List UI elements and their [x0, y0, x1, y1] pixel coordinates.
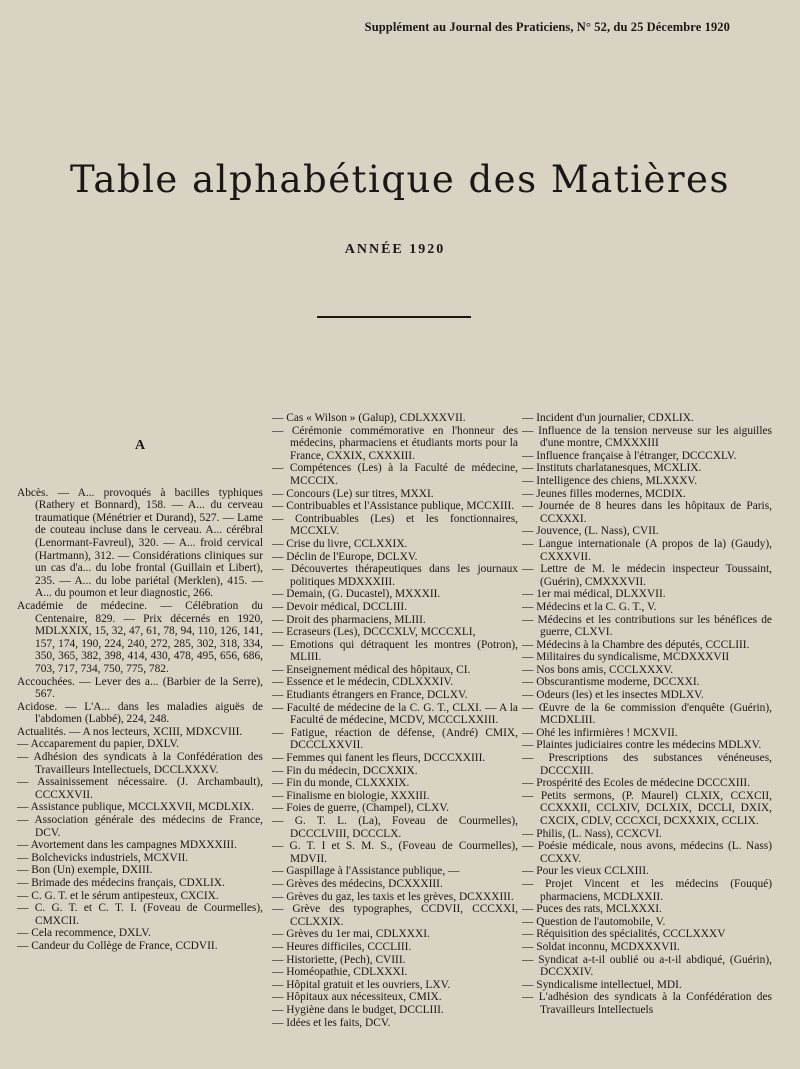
index-entry: — Homéopathie, CDLXXXI. — [272, 966, 408, 979]
index-entry: — Grèves du 1er mai, CDLXXXI. — [272, 928, 430, 941]
index-entry: — Ohé les infirmières ! MCXVII. — [522, 726, 678, 739]
index-entry: — Contribuables (Les) et les fonctionnaires, MCCXLV. — [272, 512, 518, 538]
index-entry: — C. G. T. et le sérum antipesteux, CXCIX. — [17, 889, 219, 902]
index-entry: — Hôpitaux aux nécessiteux, CMIX. — [272, 991, 442, 1004]
index-entry: — Influence de la tension nerveuse sur les aiguilles d'une montre, CMXXXIII — [522, 424, 772, 450]
index-entry: — Obscurantisme moderne, DCCXXI. — [522, 676, 700, 689]
index-entry: — Essence et le médecin, CDLXXXIV. — [272, 676, 454, 689]
index-entry: — Militaires du syndicalisme, MCDXXXVII — [522, 651, 730, 664]
index-entry: — Brimade des médecins français, CDXLIX. — [17, 877, 225, 889]
index-entry: — Soldat inconnu, MCDXXXVII. — [522, 940, 680, 953]
index-entry: — G. T. L. (La), Foveau de Courmelles), DCCCLVIII, DCCCLX. — [272, 815, 518, 840]
journal-header: Supplément au Journal des Praticiens, N° 52, du 25 Décembre 1920 — [364, 20, 730, 34]
index-entry: — G. T. I et S. M. S., (Foveau de Courmelles), MDVII. — [272, 840, 518, 865]
index-entry: — Accaparement du papier, DXLV. — [17, 738, 180, 751]
index-entry: Actualités. — A nos lecteurs, XCIII, MDXCVIII. — [17, 725, 243, 738]
index-entry: — Assainissement nécessaire. (J. Archambault), CCCXXVII. — [17, 776, 263, 801]
index-entry: — Fatigue, réaction de défense, (André) CMIX, DCCCLXXVII. — [272, 726, 518, 752]
index-entry: — Jeunes filles modernes, MCDIX. — [522, 487, 686, 500]
index-entry: — Médecins et les contributions sur les bénéfices de guerre, CLXVI. — [522, 613, 772, 639]
index-entry: — Langue internationale (A propos de la) (Gaudy), CXXXVII. — [522, 537, 772, 563]
index-entry: — Syndicalisme intellectuel, MDI. — [522, 978, 682, 991]
index-entry: — Demain, (G. Ducastel), MXXXII. — [272, 588, 441, 601]
index-entry: — Intelligence des chiens, MLXXXV. — [522, 474, 698, 487]
index-entry: — Fin du médecin, DCCXXIX. — [272, 764, 418, 777]
index-entry: — Découvertes thérapeutiques dans les journaux politiques MDXXXIII. — [272, 563, 518, 588]
index-entry: — Enseignement médical des hôpitaux, CI. — [272, 663, 471, 676]
index-entry: — Incident d'un journalier, CDXLIX. — [522, 412, 694, 424]
index-entry: — Droit des pharmaciens, MLIII. — [272, 613, 426, 626]
index-entry: — Foies de guerre, (Champel), CLXV. — [272, 802, 449, 815]
index-entry: — Cérémonie commémorative en l'honneur des médecins, pharmaciens et étudiants morts pour la France, CXXIX, CXXXIII. — [272, 424, 518, 462]
year-heading: ANNÉE 1920 — [344, 242, 446, 257]
index-entry: — Puces des rats, MCLXXXI. — [522, 903, 662, 916]
index-entry: — Plaintes judiciaires contre les médecins MDLXV. — [522, 739, 762, 752]
index-entry: — Bolchevicks industriels, MCXVII. — [17, 851, 189, 864]
index-entry: — Jouvence, (L. Nass), CVII. — [522, 525, 659, 538]
index-entry: — Pour les vieux CCLXIII. — [522, 865, 649, 878]
index-entry: — Grèves du gaz, les taxis et les grèves, DCXXXIII. — [272, 890, 514, 903]
index-entry: — Etudiants étrangers en France, DCLXV. — [272, 689, 468, 702]
index-entry: — Cas « Wilson » (Galup), CDLXXXVII. — [272, 412, 466, 424]
index-entry: — Œuvre de la 6e commission d'enquête (Guérin), MCDXLIII. — [522, 701, 772, 727]
index-entry: — Prospérité des Ecoles de médecine DCCCXIII. — [522, 777, 751, 790]
index-entry: — Adhésion des syndicats à la Confédération des Travailleurs Intellectuels, DCCLXXXV. — [17, 751, 263, 776]
index-entry: — Réquisition des spécialités, CCCLXXXV — [522, 928, 726, 941]
column-3-entries — [522, 412, 772, 1017]
index-entry: — Heures difficiles, CCCLIII. — [272, 940, 412, 953]
title-rule — [317, 316, 471, 318]
index-entry: Académie de médecine. — Célébration du Centenaire, 829. — Prix décernés en 1920, MDLXXIX, 15, 32, 47, 61, 78, 94, 110, 126, 141, 157, 174, 190, 224, 240, 272, 285, 302, 318, 334, 350, 365, 382, 398, 414, 430, 478, 495, 656, 686, 703, 717, 734, 750, 775, 782. — [17, 599, 263, 675]
index-column-2 — [272, 412, 518, 1029]
index-entry: — Faculté de médecine de la C. G. T., CLXI. — A la Faculté de médecine, MCDV, MCCCLXXIII. — [272, 701, 518, 727]
column-2-entries — [272, 412, 518, 1029]
index-entry: — Crise du livre, CCLXXIX. — [272, 537, 408, 550]
index-entry: — Hôpital gratuit et les ouvriers, LXV. — [272, 978, 451, 991]
index-entry: — Ecraseurs (Les), DCCCXLV, MCCCXLI, — [272, 626, 476, 639]
index-entry: — 1er mai médical, DLXXVII. — [522, 588, 666, 601]
index-entry: — Historiette, (Pech), CVIII. — [272, 953, 406, 966]
index-entry: Abcès. — A... provoqués à bacilles typhiques (Rathery et Bonnard), 158. — A... du cerveau traumatique (Ménétrier et Durand), 527. — Lame de couteau incluse dans le cerveau. A... cérébral (Lenormant-Favreul), 320. — A... froid cervical (Hartmann), 312. — Considérations cliniques sur un cas d'a... du lobe frontal (Guillain et Libert), 235. — A... du lobe pariétal (Merklen), 415. — A... du poumon et leur diagnostic, 266. — [17, 486, 263, 600]
index-entry: — Hygiène dans le budget, DCCLIII. — [272, 1003, 444, 1016]
index-entry: — Question de l'automobile, V. — [522, 915, 666, 928]
index-entry: — Association générale des médecins de France, DCV. — [17, 814, 263, 839]
index-entry: — Instituts charlatanesques, MCXLIX. — [522, 462, 702, 475]
index-entry: — Odeurs (les) et les insectes MDLXV. — [522, 689, 704, 702]
index-entry: — L'adhésion des syndicats à la Confédération des Travailleurs Intellectuels — [522, 991, 772, 1016]
index-entry: — Emotions qui détraquent les montres (Potron), MLIII. — [272, 638, 518, 664]
index-entry: — Gaspillage à l'Assistance publique, — — [272, 865, 460, 878]
index-entry: — Médecins à la Chambre des députés, CCCLIII. — [522, 638, 750, 651]
index-entry: — Contribuables et l'Assistance publique, MCCXIII. — [272, 500, 515, 513]
index-entry: — Grèves des médecins, DCXXXIII. — [272, 877, 443, 890]
index-entry: — Fin du monde, CLXXXIX. — [272, 777, 410, 790]
index-entry: — Journée de 8 heures dans les hôpitaux de Paris, CCXXXI. — [522, 500, 772, 525]
index-entry: — Cela recommence, DXLV. — [17, 927, 151, 940]
index-entry: — Concours (Le) sur titres, MXXI. — [272, 487, 434, 500]
index-entry: — Grève des typographes, CCDVII, CCCXXI, CCLXXIX. — [272, 903, 518, 928]
index-entry: — Philis, (L. Nass), CCXCVI. — [522, 827, 662, 840]
page-title: Table alphabétique des Matières — [70, 158, 730, 201]
index-entry: — Petits sermons, (P. Maurel) CLXIX, CCXCII, CCXXXII, CCLXIV, DCLXIX, DCCLI, DXIX, CXCIX, CDLV, CCCXCI, DCXXXIX, CCLIX. — [522, 789, 772, 827]
index-entry: — Compétences (Les) à la Faculté de médecine, MCCCIX. — [272, 462, 518, 487]
index-entry: — Déclin de l'Europe, DCLXV. — [272, 550, 418, 563]
index-entry: — C. G. T. et C. T. I. (Foveau de Courmelles), CMXCII. — [17, 902, 263, 927]
index-entry: Acidose. — L'A... dans les maladies aiguës de l'abdomen (Labbé), 224, 248. — [17, 700, 263, 726]
section-letter: A — [134, 438, 146, 453]
index-entry: — Devoir médical, DCCLIII. — [272, 600, 408, 613]
index-entry: — Finalisme en biologie, XXXIII. — [272, 789, 430, 802]
index-entry: — Candeur du Collège de France, CCDVII. — [17, 939, 218, 952]
index-column-3 — [522, 412, 772, 1017]
index-entry: — Syndicat a-t-il oublié ou a-t-il abdiqué, (Guérin), DCCXXIV. — [522, 953, 772, 979]
index-entry: — Idées et les faits, DCV. — [272, 1016, 391, 1029]
index-entry: — Poésie médicale, nous avons, médecins (L. Nass) CCXXV. — [522, 840, 772, 865]
column-1-entries — [17, 487, 263, 953]
index-entry: — Femmes qui fanent les fleurs, DCCCXXIII. — [272, 752, 486, 765]
index-entry: — Bon (Un) exemple, DXIII. — [17, 864, 153, 877]
index-entry: — Projet Vincent et les médecins (Fouqué) pharmaciens, MCDLXXII. — [522, 877, 772, 903]
index-entry: — Médecins et la C. G. T., V. — [522, 600, 657, 613]
index-entry: — Nos bons amis, CCCLXXXV. — [522, 663, 674, 676]
index-entry: — Influence française à l'étranger, DCCCXLV. — [522, 449, 737, 462]
index-entry: Accouchées. — Lever des a... (Barbier de la Serre), 567. — [17, 675, 263, 701]
index-entry: — Lettre de M. le médecin inspecteur Toussaint, (Guérin), CMXXXVII. — [522, 563, 772, 588]
index-entry: — Prescriptions des substances vénéneuses, DCCCXIII. — [522, 752, 772, 777]
index-column-1 — [17, 412, 263, 953]
index-entry: — Avortement dans les campagnes MDXXXIII. — [17, 839, 237, 852]
index-entry: — Assistance publique, MCCLXXVII, MCDLXIX. — [17, 801, 254, 814]
